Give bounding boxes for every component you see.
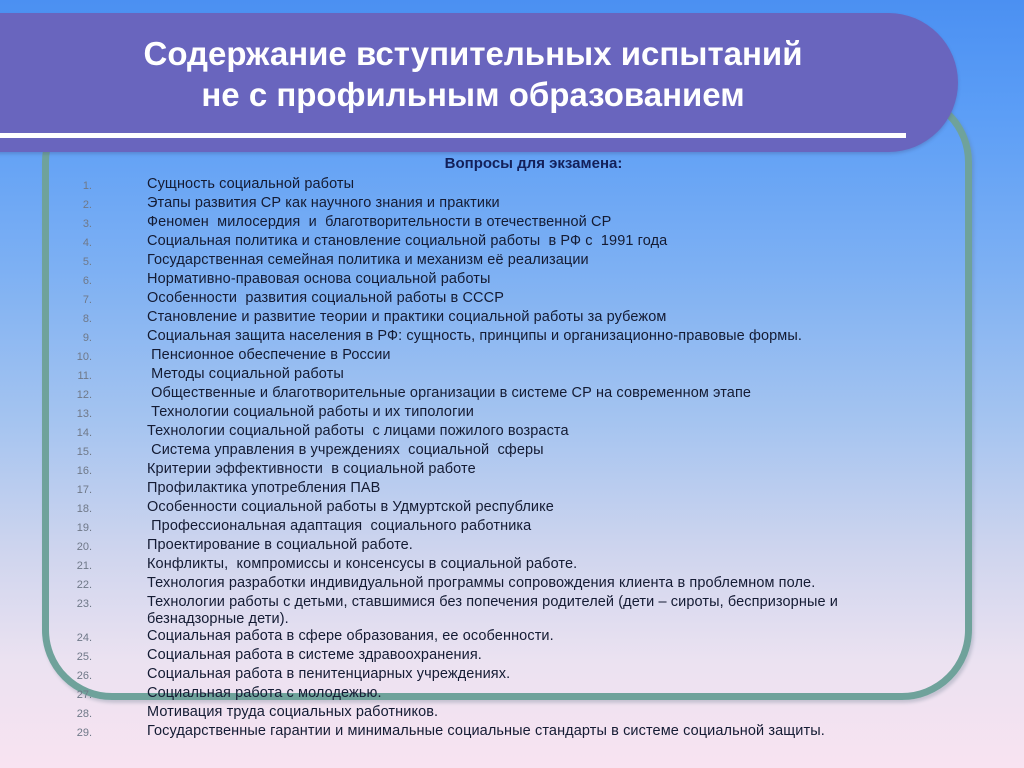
list-item xyxy=(48,309,920,328)
item-number: 29. xyxy=(76,727,92,739)
item-text: Социальная работа с молодежью. xyxy=(147,685,382,701)
item-text: Сущность социальной работы xyxy=(147,176,355,192)
list-item xyxy=(48,556,920,575)
list-item xyxy=(48,723,920,742)
item-text: Проектирование в социальной работе. xyxy=(147,537,413,553)
item-text: Конфликты, компромиссы и консенсусы в социальной работе. xyxy=(147,556,578,572)
item-text: Технологии социальной работы и их типологии xyxy=(147,404,474,420)
list-item xyxy=(48,423,920,442)
item-number: 20. xyxy=(76,541,92,553)
list-item xyxy=(48,647,920,666)
list-item xyxy=(48,499,920,518)
item-text: Особенности социальной работы в Удмуртской республике xyxy=(147,499,554,515)
item-text: Социальная работа в системе здравоохранения. xyxy=(147,647,482,663)
item-text: Феномен милосердия и благотворительности в отечественной СР xyxy=(147,214,612,230)
item-number: 23. xyxy=(76,598,92,610)
item-number: 7. xyxy=(82,294,92,306)
item-text: Социальная политика и становление социальной работы в РФ с 1991 года xyxy=(147,233,668,249)
list-item xyxy=(48,594,920,628)
slide-content xyxy=(48,153,920,742)
item-text: Технология разработки индивидуальной программы сопровождения клиента в проблемном поле. xyxy=(147,575,816,591)
item-text: Этапы развития СР как научного знания и практики xyxy=(147,195,500,211)
slide-title-line2: не с профильным образованием xyxy=(201,76,745,113)
list-item xyxy=(48,461,920,480)
title-underline xyxy=(0,133,906,138)
item-number: 27. xyxy=(76,689,92,701)
item-text: Технологии работы с детьми, ставшимися без попечения родителей (дети – сироты, беспризорные и безнадзорные дети). xyxy=(147,594,843,627)
list-item xyxy=(48,290,920,309)
slide-title xyxy=(0,13,958,115)
item-text: Общественные и благотворительные организации в системе СР на современном этапе xyxy=(147,385,752,401)
item-text: Профилактика употребления ПАВ xyxy=(147,480,381,496)
item-text: Пенсионное обеспечение в России xyxy=(147,347,391,363)
item-text: Государственные гарантии и минимальные социальные стандарты в системе социальной защиты. xyxy=(147,723,825,739)
item-number: 5. xyxy=(82,256,92,268)
item-text: Система управления в учреждениях социальной сферы xyxy=(147,442,544,458)
item-number: 15. xyxy=(76,446,92,458)
list-item xyxy=(48,704,920,723)
list-item xyxy=(48,328,920,347)
list-item xyxy=(48,347,920,366)
item-number: 16. xyxy=(76,465,92,477)
list-item xyxy=(48,518,920,537)
list-item xyxy=(48,537,920,556)
item-number: 24. xyxy=(76,632,92,644)
item-number: 9. xyxy=(82,332,92,344)
question-list xyxy=(48,176,920,742)
item-text: Социальная работа в пенитенциарных учреждениях. xyxy=(147,666,511,682)
exam-questions-heading: Вопросы для экзамена: xyxy=(444,155,623,172)
item-number: 10. xyxy=(76,351,92,363)
item-number: 22. xyxy=(76,579,92,591)
list-item xyxy=(48,666,920,685)
item-number: 12. xyxy=(76,389,92,401)
item-text: Становление и развитие теории и практики социальной работы за рубежом xyxy=(147,309,667,325)
list-item xyxy=(48,233,920,252)
item-number: 21. xyxy=(76,560,92,572)
list-item xyxy=(48,214,920,233)
item-number: 11. xyxy=(77,370,92,382)
item-number: 4. xyxy=(82,237,92,249)
item-text: Технологии социальной работы с лицами пожилого возраста xyxy=(147,423,569,439)
list-item xyxy=(48,271,920,290)
list-item xyxy=(48,575,920,594)
item-text: Нормативно-правовая основа социальной работы xyxy=(147,271,491,287)
item-number: 13. xyxy=(76,408,92,420)
item-number: 25. xyxy=(76,651,92,663)
list-item xyxy=(48,685,920,704)
item-text: Государственная семейная политика и механизм её реализации xyxy=(147,252,589,268)
item-number: 2. xyxy=(82,199,92,211)
title-banner xyxy=(0,13,958,152)
item-text: Мотивация труда социальных работников. xyxy=(147,704,439,720)
item-text: Особенности развития социальной работы в СССР xyxy=(147,290,504,306)
list-item xyxy=(48,252,920,271)
item-number: 26. xyxy=(76,670,92,682)
list-item xyxy=(48,385,920,404)
list-item xyxy=(48,442,920,461)
list-item xyxy=(48,195,920,214)
item-text: Социальная защита населения в РФ: сущность, принципы и организационно-правовые формы. xyxy=(147,328,803,344)
list-item xyxy=(48,480,920,499)
item-number: 14. xyxy=(76,427,92,439)
list-item xyxy=(48,404,920,423)
list-item xyxy=(48,628,920,647)
item-text: Профессиональная адаптация социального работника xyxy=(147,518,532,534)
item-number: 6. xyxy=(82,275,92,287)
item-number: 3. xyxy=(82,218,92,230)
item-text: Методы социальной работы xyxy=(147,366,344,382)
item-number: 19. xyxy=(76,522,92,534)
item-number: 1. xyxy=(82,180,92,192)
item-number: 28. xyxy=(76,708,92,720)
item-text: Критерии эффективности в социальной работе xyxy=(147,461,476,477)
list-item xyxy=(48,176,920,195)
item-number: 18. xyxy=(76,503,92,515)
slide-title-line1: Содержание вступительных испытаний xyxy=(143,35,803,72)
item-number: 17. xyxy=(76,484,92,496)
list-item xyxy=(48,366,920,385)
item-number: 8. xyxy=(82,313,92,325)
item-text: Социальная работа в сфере образования, ее особенности. xyxy=(147,628,554,644)
